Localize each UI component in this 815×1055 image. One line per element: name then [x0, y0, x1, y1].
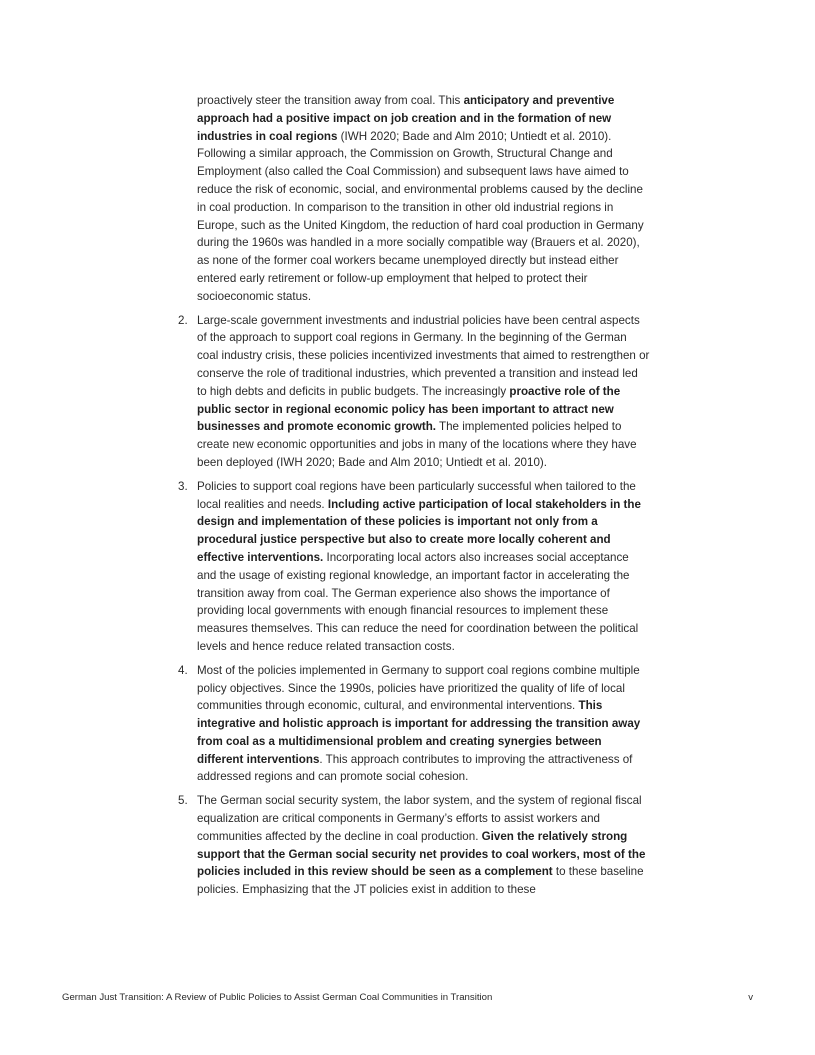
intro-text-1: proactively steer the transition away from coal. This [197, 94, 464, 107]
list-item [178, 312, 650, 472]
list-item-text: . This approach contributes to improving the attractiveness of addressed regions and can promote social cohesion. [197, 752, 633, 784]
list-item-number: 2. [178, 313, 188, 327]
list-item-text: Incorporating local actors also increases social acceptance and the usage of existing regional knowledge, an important factor in accelerating the transition away from coal. The German experience also shows the importance of providing local governments with enough financial resources to implement these measures themselves. This can reduce the need for coordination between the political levels and hence reduce related transaction costs. [197, 550, 639, 653]
list-item-bold-text: This integrative and holistic approach is important for addressing the transition away from coal as a multidimensional problem and creating synergies between different interventions [197, 699, 641, 766]
list-item-text: The implemented policies helped to create new economic opportunities and jobs in many of the locations where they have been deployed (IWH 2020; Bade and Alm 2010; Untiedt et al. 2010). [197, 420, 637, 469]
footer-title: German Just Transition: A Review of Public Policies to Assist German Coal Communities in Transition [62, 992, 493, 1003]
list-item-number: 4. [178, 663, 188, 677]
list-item-text: Policies to support coal regions have been particularly successful when tailored to the local realities and needs. [197, 479, 636, 511]
list-item [178, 478, 650, 656]
list-item-bold-text: proactive role of the public sector in regional economic policy has been important to attract new businesses and promote economic growth. [197, 384, 621, 434]
list-item-text: Large-scale government investments and industrial policies have been central aspects of the approach to support coal regions in Germany. In the beginning of the German coal industry crisis, these policies incentivized investments that aimed to restrengthen or conserve the role of traditional industries, which prevented a transition and instead led to high debts and deficits in public budgets. The increasingly [197, 313, 650, 398]
list-item-text: The German social security system, the labor system, and the system of regional fiscal equalization are critical components in Germany’s efforts to assist workers and communities affected by the decline in coal production. [197, 794, 642, 843]
list-item-number: 5. [178, 794, 188, 808]
page-number: v [748, 992, 753, 1003]
list-item-bold-text: Including active participation of local stakeholders in the design and implementation of these policies is important not only from a procedural justice perspective but also to create more locally coherent and effective interventions. [197, 497, 641, 564]
list-item-text: Most of the policies implemented in Germany to support coal regions combine multiple policy objectives. Since the 1990s, policies have prioritized the quality of life of local communities through economic, cultural, and environmental interventions. [197, 663, 640, 713]
intro-paragraph [178, 92, 650, 306]
document-body [178, 92, 650, 905]
list-item-text: to these baseline policies. Emphasizing that the JT policies exist in addition to these [197, 865, 644, 897]
list-item-bold-text: Given the relatively strong support that the German social security net provides to coal workers, most of the policies included in this review should be seen as a complement [197, 829, 646, 879]
list-item [178, 662, 650, 787]
intro-bold-text: anticipatory and preventive approach had a positive impact on job creation and in the formation of new industries in coal regions [197, 94, 615, 143]
list-item-number: 3. [178, 479, 188, 493]
intro-text-2: (IWH 2020; Bade and Alm 2010; Untiedt et al. 2010). Following a similar approach, the Commission on Growth, Structural Change and Employment (also called the Coal Commission) and subsequent laws have aimed to reduce the risk of economic, social, and environmental problems caused by the decline in coal production. In comparison to the transition in other old industrial regions in Europe, such as the United Kingdom, the reduction of hard coal production in Germany during the 1960s was handled in a more socially compatible way (Brauers et al. 2020), as none of the former coal workers became unemployed directly but instead either entered early retirement or follow-up employment that helped to protect their socioeconomic status. [197, 129, 644, 303]
list-item [178, 792, 650, 899]
